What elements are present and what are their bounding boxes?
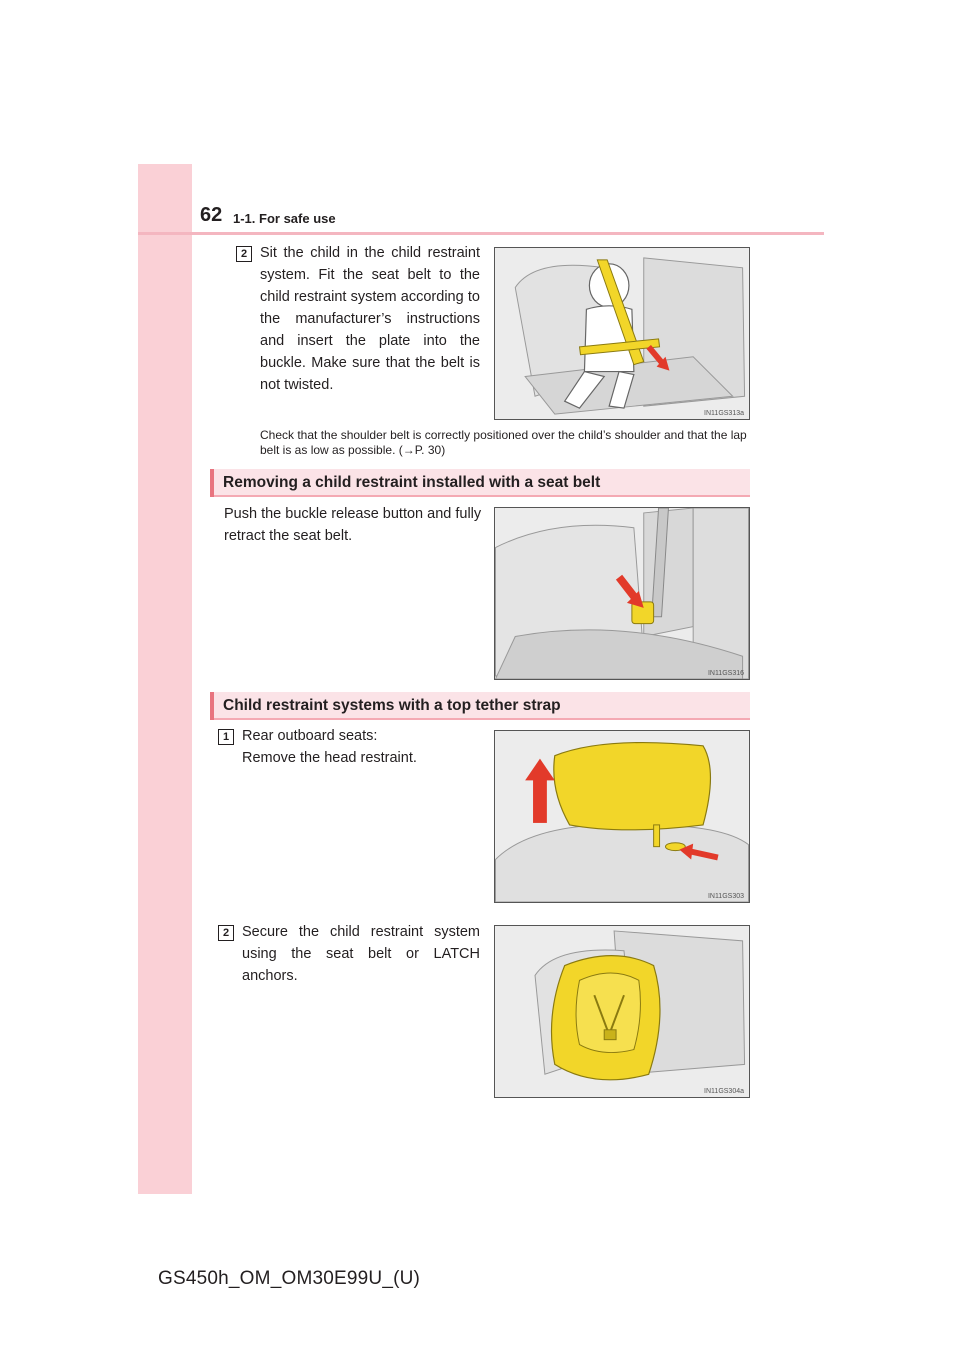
step-text-line: Remove the head restraint.: [242, 750, 417, 766]
step-text-secure-restraint: Secure the child restraint system using the seat belt or LATCH anchors.: [242, 924, 480, 984]
figure-child-restraint-installed: [494, 925, 750, 1098]
step-number-badge: 1: [218, 729, 234, 745]
figure-child-in-booster-seat: [494, 247, 750, 420]
section-heading-text: Child restraint systems with a top tether strap: [223, 697, 561, 714]
figure-code: IN11GS313a: [704, 410, 744, 417]
figure-code: IN11GS316: [707, 670, 744, 677]
step-text-sit-child: Sit the child in the child restraint system. Fit the seat belt to the child restraint system according to the manufacturer’s instructions and insert the plate into the buckle. Make sure that the belt is not twisted.: [260, 245, 480, 393]
footer-model-code: GS450h_OM_OM30E99U_(U): [158, 1268, 421, 1289]
figure-code: IN11GS303: [707, 893, 744, 900]
head-restraint-illustration: [495, 731, 749, 902]
note-text: Check that the shoulder belt is correctly positioned over the child’s shoulder and that the lap belt is as low as possible. (→P. 30): [260, 428, 747, 457]
buckle-release-illustration: [495, 508, 749, 679]
figure-remove-head-restraint: [494, 730, 750, 903]
step-text-line: Rear outboard seats:: [242, 728, 378, 744]
removing-text: Push the buckle release button and fully retract the seat belt.: [224, 506, 482, 544]
section-heading-removing: [210, 469, 750, 497]
page-number: 62: [200, 204, 223, 226]
figure-buckle-release: [494, 507, 750, 680]
step-number-badge: 2: [218, 925, 234, 941]
child-booster-illustration: [495, 248, 749, 419]
section-title: 1-1. For safe use: [233, 211, 336, 226]
step-number-badge: 2: [236, 246, 252, 262]
child-restraint-illustration: [495, 926, 749, 1097]
section-heading-top-tether: [210, 692, 750, 720]
section-heading-text: Removing a child restraint installed with a seat belt: [223, 474, 601, 491]
chapter-sidebar-tab: [138, 164, 192, 1194]
header-rule: [138, 232, 824, 235]
step-text-rear-outboard: [242, 725, 482, 769]
figure-code: IN11GS304a: [704, 1088, 744, 1095]
